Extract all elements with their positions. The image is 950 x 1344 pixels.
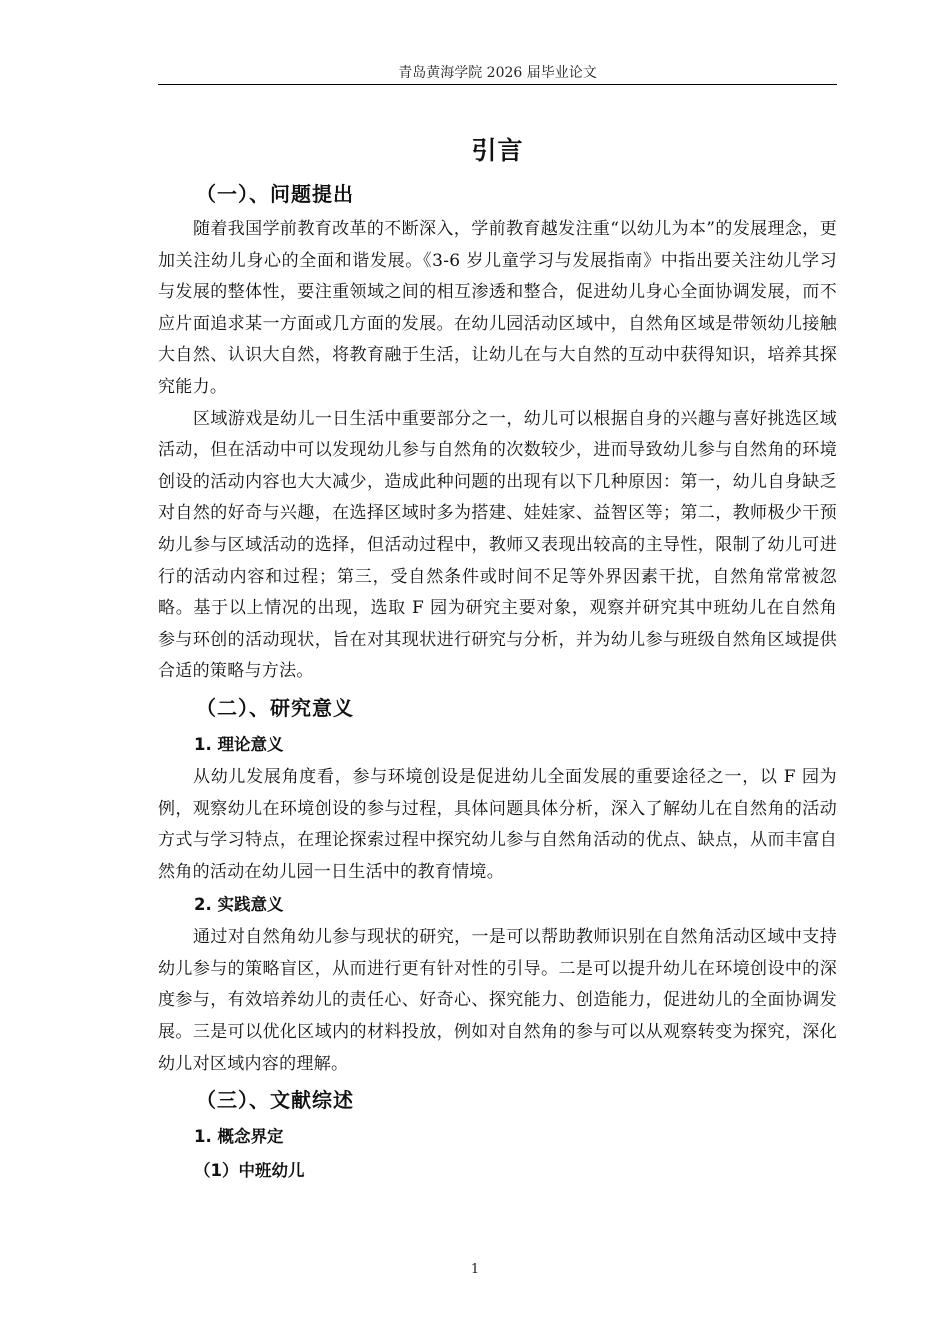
subheading-theory: 1. 理论意义 [194,734,284,754]
paragraph-problem-1: 随着我国学前教育改革的不断深入，学前教育越发注重“以幼儿为本”的发展理念，更加关注幼儿身心的全面和谐发展。《3-6 岁儿童学习与发展指南》中指出要关注幼儿学习与发展的整体性，要注重领域之间的相互渗透和整合，促进幼儿身心全面协调发展，而不应片面追求某一方面或几方面的发展。在幼儿园活动区域中，自然角区域是带领幼儿接触大自然、认识大自然，将教育融于生活，让幼儿在与大自然的互动中获得知识，培养其探究能力。 [158,219,837,397]
document-body [158,128,837,1188]
section-heading-literature: （三）、文献综述 [196,1088,354,1113]
subheading-concepts: 1. 概念界定 [194,1127,284,1147]
page-header: 青岛黄海学院 2026 届毕业论文 [398,65,597,81]
section-heading-problem: （一）、问题提出 [196,182,354,206]
header-rule [158,84,837,85]
section-heading-significance: （二）、研究意义 [196,695,354,720]
page-title: 引言 [471,136,524,165]
subheading-middle-class-children: （1）中班幼儿 [194,1161,305,1181]
subheading-practice: 2. 实践意义 [194,895,284,915]
page-number: 1 [470,1262,480,1277]
paragraph-problem-2: 区域游戏是幼儿一日生活中重要部分之一，幼儿可以根据自身的兴趣与喜好挑选区域活动，但在活动中可以发现幼儿参与自然角的次数较少，进而导致幼儿参与自然角的环境创设的活动内容也大大减少，造成此种问题的出现有以下几种原因：第一，幼儿自身缺乏对自然的好奇与兴趣，在选择区域时多为搭建、娃娃家、益智区等；第二，教师极少干预幼儿参与区域活动的选择，但活动过程中，教师又表现出较高的主导性，限制了幼儿可进行的活动内容和过程；第三，受自然条件或时间不足等外界因素干扰，自然角常常被忽略。基于以上情况的出现，选取 F 园为研究主要对象，观察并研究其中班幼儿在自然角参与环创的活动现状，旨在对其现状进行研究与分析，并为幼儿参与班级自然角区域提供合适的策略与方法。 [158,408,837,682]
paragraph-theory: 从幼儿发展角度看，参与环境创设是促进幼儿全面发展的重要途径之一，以 F 园为例，观察幼儿在环境创设的参与过程，具体问题具体分析，深入了解幼儿在自然角的活动方式与学习特点，在理论探索过程中探究幼儿参与自然角活动的优点、缺点，从而丰富自然角的活动在幼儿园一日生活中的教育情境。 [158,766,837,882]
paragraph-practice: 通过对自然角幼儿参与现状的研究，一是可以帮助教师识别在自然角活动区域中支持幼儿参与的策略盲区，从而进行更有针对性的引导。二是可以提升幼儿在环境创设中的深度参与，有效培养幼儿的责任心、好奇心、探究能力、创造能力，促进幼儿的全面协调发展。三是可以优化区域内的材料投放，例如对自然角的参与可以从观察转变为探究，深化幼儿对区域内容的理解。 [158,927,837,1074]
